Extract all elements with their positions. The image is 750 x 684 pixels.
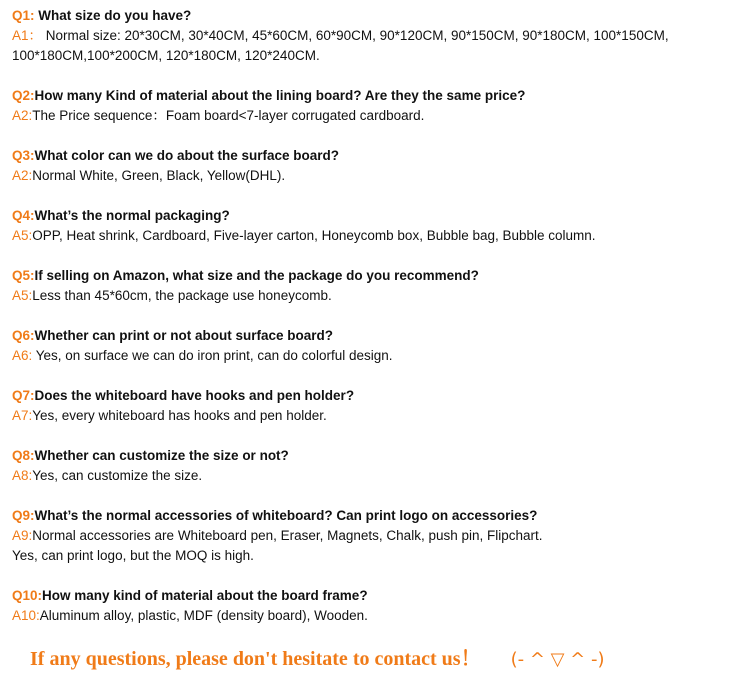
answer-9-continued: Yes, can print logo, but the MOQ is high. [12, 548, 254, 563]
question-tag: Q5: [12, 268, 35, 283]
question-tag: Q7: [12, 388, 35, 403]
question-2 [12, 86, 742, 106]
question-4 [12, 206, 742, 226]
question-text: How many kind of material about the board frame? [42, 588, 368, 603]
question-tag: Q9: [12, 508, 35, 523]
answer-text: Yes, can customize the size. [32, 468, 203, 483]
answer-tag: A10: [12, 608, 40, 623]
question-tag: Q1: [12, 8, 35, 23]
question-tag: Q8: [12, 448, 35, 463]
answer-text: Less than 45*60cm, the package use honeycomb. [32, 288, 332, 303]
question-tag: Q2: [12, 88, 35, 103]
question-1 [12, 6, 742, 26]
answer-6 [12, 346, 742, 366]
answer-tag: A2: [12, 108, 33, 123]
question-text: Does the whiteboard have hooks and pen holder? [34, 388, 355, 403]
answer-text: The Price sequence：Foam board<7-layer corrugated cardboard. [32, 108, 425, 123]
answer-2 [12, 106, 742, 126]
faq-item-8 [12, 446, 742, 486]
answer-tag: A8: [12, 468, 33, 483]
question-text: What color can we do about the surface board? [34, 148, 340, 163]
answer-8 [12, 466, 742, 486]
answer-text: Yes, on surface we can do iron print, can do colorful design. [32, 348, 393, 363]
question-10 [12, 586, 742, 606]
faq-item-6 [12, 326, 742, 366]
answer-tag: A5: [12, 288, 33, 303]
answer-5 [12, 286, 742, 306]
answer-tag: A9: [12, 528, 33, 543]
contact-banner [30, 642, 730, 671]
question-8 [12, 446, 742, 466]
emoticon: (- ^ ▽ ^ -) [510, 649, 605, 670]
answer-9 [12, 526, 742, 546]
question-text: How many Kind of material about the lining board? Are they the same price? [34, 88, 526, 103]
question-tag: Q3: [12, 148, 35, 163]
answer-text: Yes, every whiteboard has hooks and pen holder. [32, 408, 327, 423]
faq-item-7 [12, 386, 742, 426]
faq-item-9 [12, 506, 742, 566]
question-text: Whether can print or not about surface board? [34, 328, 334, 343]
answer-text: OPP, Heat shrink, Cardboard, Five-layer carton, Honeycomb box, Bubble bag, Bubble column. [32, 228, 596, 243]
question-tag: Q4: [12, 208, 35, 223]
answer-text: Normal accessories are Whiteboard pen, Eraser, Magnets, Chalk, push pin, Flipchart. [32, 528, 543, 543]
question-7 [12, 386, 742, 406]
faq-item-10 [12, 586, 742, 626]
faq-item-3 [12, 146, 742, 186]
answer-1-continued: 100*180CM,100*200CM, 120*180CM, 120*240CM. [12, 48, 320, 63]
answer-tag: A2: [12, 168, 33, 183]
question-text: What size do you have? [34, 8, 192, 23]
question-tag: Q10: [12, 588, 43, 603]
question-text: What’s the normal packaging? [34, 208, 230, 223]
answer-3 [12, 166, 742, 186]
question-text: Whether can customize the size or not? [34, 448, 289, 463]
answer-7 [12, 406, 742, 426]
answer-tag: A6: [12, 348, 33, 363]
question-text: What’s the normal accessories of whiteboard? Can print logo on accessories? [34, 508, 538, 523]
question-9 [12, 506, 742, 526]
answer-text: Aluminum alloy, plastic, MDF (density board), Wooden. [39, 608, 368, 623]
answer-tag: A1： [12, 28, 43, 43]
answer-tag: A7: [12, 408, 33, 423]
answer-tag: A5: [12, 228, 33, 243]
answer-text: Normal size: 20*30CM, 30*40CM, 45*60CM, 60*90CM, 90*120CM, 90*150CM, 90*180CM, 100*150CM, [42, 28, 669, 43]
faq-item-5 [12, 266, 742, 306]
question-5 [12, 266, 742, 286]
question-text: If selling on Amazon, what size and the package do you recommend? [34, 268, 479, 283]
answer-4 [12, 226, 742, 246]
answer-10 [12, 606, 742, 626]
question-6 [12, 326, 742, 346]
question-tag: Q6: [12, 328, 35, 343]
faq-list [12, 6, 742, 626]
faq-item-1 [12, 6, 742, 66]
answer-text: Normal White, Green, Black, Yellow(DHL). [32, 168, 286, 183]
answer-1 [12, 26, 742, 46]
faq-item-2 [12, 86, 742, 126]
contact-message: If any questions, please don't hesitate to contact us！ [30, 648, 481, 670]
question-3 [12, 146, 742, 166]
faq-item-4 [12, 206, 742, 246]
